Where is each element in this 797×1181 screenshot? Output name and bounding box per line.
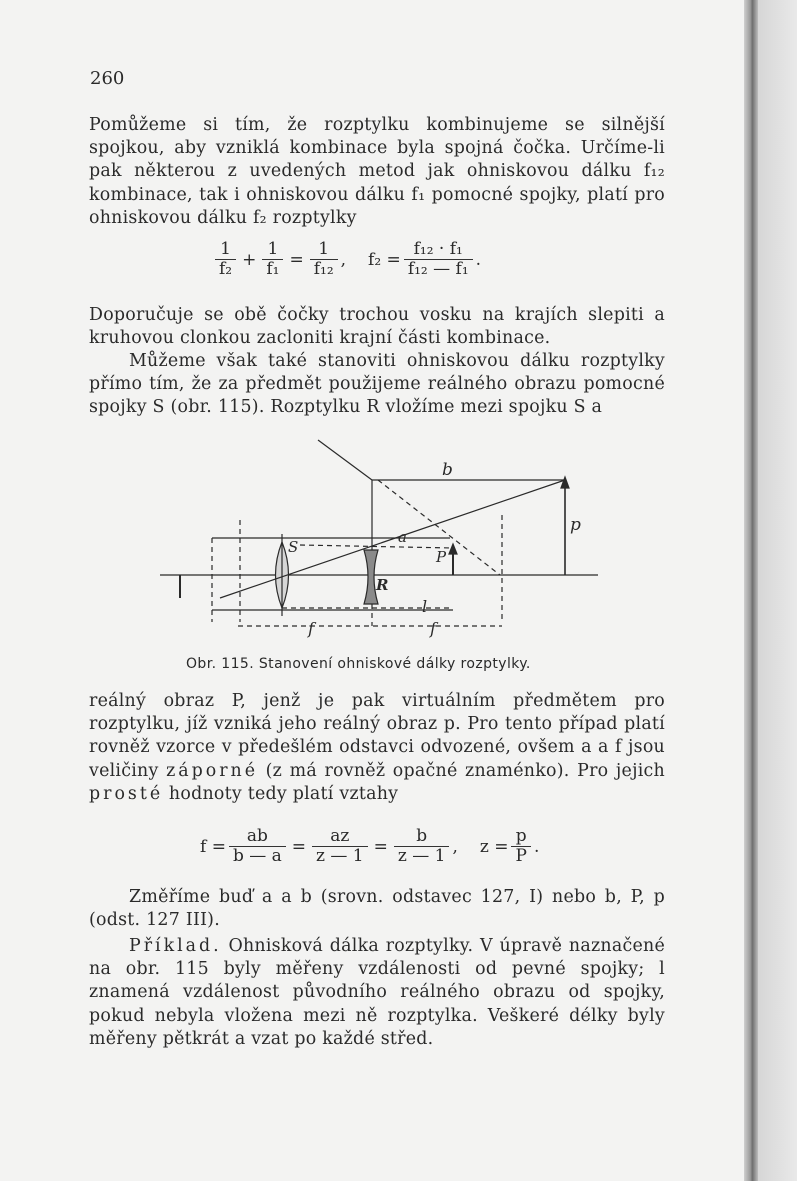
page-number: 260: [90, 68, 125, 89]
label-S: S: [288, 538, 299, 556]
label-f-left: f: [308, 619, 314, 638]
paragraph-2: Doporučuje se obě čočky trochou vosku na krajích slepiti a kruhovou clonkou zacloniti krajní části kombinace.: [89, 305, 665, 349]
fraction-az: $\frac{az}{z — 1}$: [312, 827, 368, 866]
image-P-arrowhead: [449, 544, 457, 554]
book-gutter: [744, 0, 758, 1181]
label-f-right: f: [430, 619, 436, 638]
paragraph-3: Můžeme však také stanoviti ohniskovou dálku rozptylky přímo tím, že za předmět použijeme reálného obrazu pomocné spojky S (obr. 115). Rozptylku R vložíme mezi spojku S a: [89, 351, 665, 418]
fraction-b: $\frac{b}{z — 1}$: [394, 827, 450, 866]
label-P: P: [436, 548, 447, 566]
label-b: b: [442, 460, 453, 480]
ray-incoming: [318, 440, 372, 480]
label-a: a: [398, 528, 407, 546]
image-p-arrowhead: [561, 477, 569, 488]
label-p: p: [570, 515, 581, 535]
fraction-f2-result: $\frac{\text{f₁₂ · f₁}}{\text{f₁₂ — f₁}}$: [404, 240, 473, 279]
paragraph-1: Pomůžeme si tím, že rozptylku kombinujeme se silnější spojkou, aby vzniklá kombinace byla spojná čočka. Určíme-li pak některou z uvedených metod jak ohniskovou dálku f₁₂ kombinace, tak i ohniskovou dálku f₁ pomocné spojky, platí pro ohniskovou dálku f₂ rozptylky: [89, 115, 665, 228]
fraction-1-over-f12: $\frac{1}{\text{f₁₂}}$: [310, 240, 338, 279]
figure-caption: Obr. 115. Stanovení ohniskové dálky rozptylky.: [186, 656, 531, 672]
fraction-ab: $\frac{ab}{b — a}$: [229, 827, 286, 866]
paragraph-6: Příklad. Ohnisková dálka rozptylky. V úpravě naznačené na obr. 115 byly měřeny vzdálenosti od pevné spojky; l znamená vzdálenost původního reálného obrazu od spojky, pokud nebyla vložena mezi ně rozptylka. Veškeré délky byly měřeny pětkrát a vzat po každé střed.: [89, 936, 665, 1049]
formula-2: f = $\frac{ab}{b — a}$ = $\frac{az}{z — 1}$ = $\frac{b}{z — 1}$ , z = $\frac{p}{P}$ .: [200, 826, 540, 866]
fraction-1-over-f2: $\frac{1}{\text{f₂}}$: [215, 240, 236, 279]
formula-1: $\frac{1}{\text{f₂}}$ + $\frac{1}{\text{f₁}}$ = $\frac{1}{\text{f₁₂}}$ , f₂ = $\frac{\text{f₁₂ · f₁}}{\text{f₁₂ — f₁}}$ .: [212, 240, 481, 279]
next-page-edge: [758, 0, 797, 1181]
fraction-1-over-f1: $\frac{1}{\text{f₁}}$: [262, 240, 283, 279]
fraction-p-over-P: $\frac{p}{P}$: [511, 827, 530, 866]
label-l: l: [422, 597, 428, 616]
paragraph-4: reálný obraz P, jenž je pak virtuálním předmětem pro rozptylku, jíž vzniká jeho reálný obraz p. Pro tento případ platí rovněž vzorce v předešlém odstavci odvozené, ovšem a a f jsou veličiny záporné (z má rovněž opačné znaménko). Pro jejich prosté hodnoty tedy platí vztahy: [89, 691, 665, 804]
dash-to-P: [300, 545, 453, 548]
label-R: R: [376, 576, 389, 594]
paragraph-5: Změříme buď a a b (srovn. odstavec 127, I) nebo b, P, p (odst. 127 III).: [89, 887, 665, 931]
ray-diagonal: [220, 480, 565, 598]
figure-115-diagram: [150, 430, 600, 645]
